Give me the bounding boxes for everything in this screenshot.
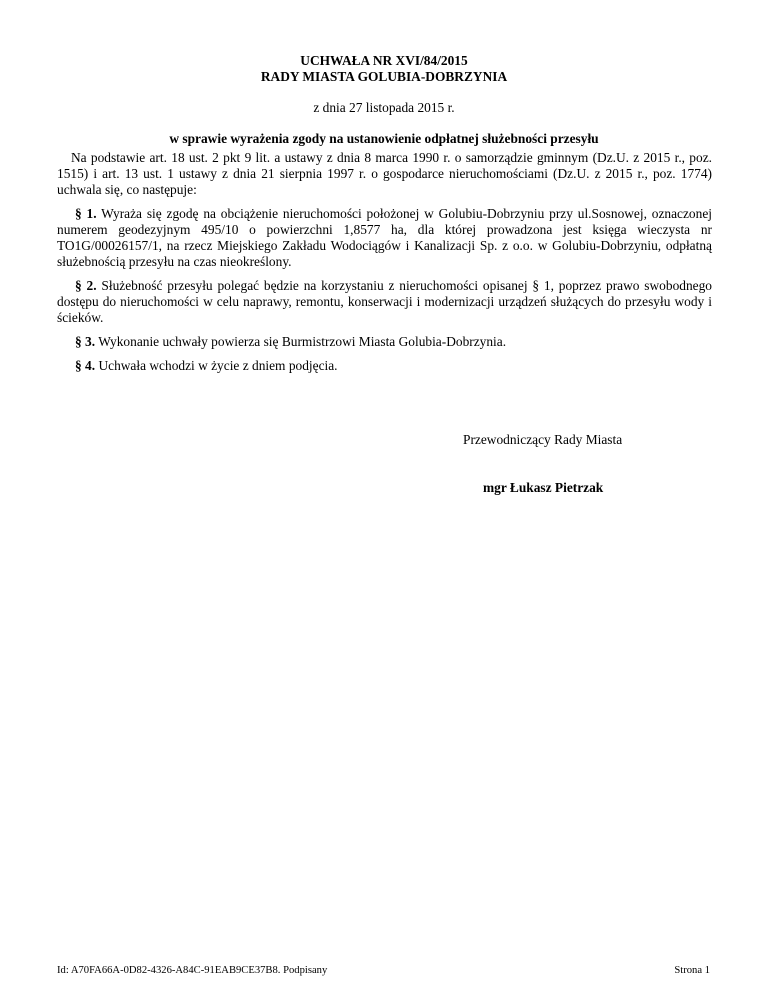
paragraph-4-text: Uchwała wchodzi w życie z dniem podjęcia.: [98, 358, 338, 373]
preamble: Na podstawie art. 18 ust. 2 pkt 9 lit. a ustawy z dnia 8 marca 1990 r. o samorządzie gminnym (Dz.U. z 2015 r., poz. 1515) i art. 13 ust. 1 ustawy z dnia 21 sierpnia 1997 r. o gospodarce nieruchomościami (Dz.U. z 2015 r., poz. 1774) uchwala się, co następuje:: [57, 150, 712, 197]
paragraph-3: [57, 334, 712, 350]
paragraph-3-number: § 3.: [75, 334, 96, 349]
resolution-number: UCHWAŁA NR XVI/84/2015: [300, 53, 468, 68]
resolution-date: z dnia 27 listopada 2015 r.: [313, 100, 455, 115]
signatory-role: Przewodniczący Rady Miasta: [463, 432, 623, 447]
paragraph-2-number: § 2.: [75, 278, 97, 293]
signatory-name: mgr Łukasz Pietrzak: [483, 480, 604, 495]
footer-divider: [57, 962, 710, 963]
paragraph-1-number: § 1.: [75, 206, 97, 221]
paragraph-1: [57, 206, 712, 270]
footer-page-number: Strona 1: [674, 965, 710, 976]
paragraph-4: [57, 358, 712, 374]
resolution-subject: w sprawie wyrażenia zgody na ustanowienie odpłatnej służebności przesyłu: [169, 131, 599, 146]
footer-document-id: Id: A70FA66A-0D82-4326-A84C-91EAB9CE37B8. Podpisany: [57, 965, 328, 976]
paragraph-3-text: Wykonanie uchwały powierza się Burmistrzowi Miasta Golubia-Dobrzynia.: [98, 334, 507, 349]
paragraph-1-text: Wyraża się zgodę na obciążenie nieruchomości położonej w Golubiu-Dobrzyniu przy ul.Sosnowej, oznaczonej numerem geodezyjnym 495/10 o powierzchni 1,8577 ha, dla której prowadzona jest księga wieczysta nr TO1G/00026157/1, na rzecz Miejskiego Zakładu Wodociągów i Kanalizacji Sp. z o.o. w Golubiu-Dobrzyniu, odpłatną służebnością przesyłu na czas nieokreślony.: [57, 206, 712, 269]
paragraph-2-text: Służebność przesyłu polegać będzie na korzystaniu z nieruchomości opisanej § 1, poprzez prawo swobodnego dostępu do nieruchomości w celu naprawy, remontu, konserwacji i modernizacji urządzeń służących do przesyłu wody i ścieków.: [57, 278, 712, 325]
paragraph-2: [57, 278, 712, 326]
council-name: RADY MIASTA GOLUBIA-DOBRZYNIA: [260, 69, 508, 84]
paragraph-4-number: § 4.: [75, 358, 96, 373]
